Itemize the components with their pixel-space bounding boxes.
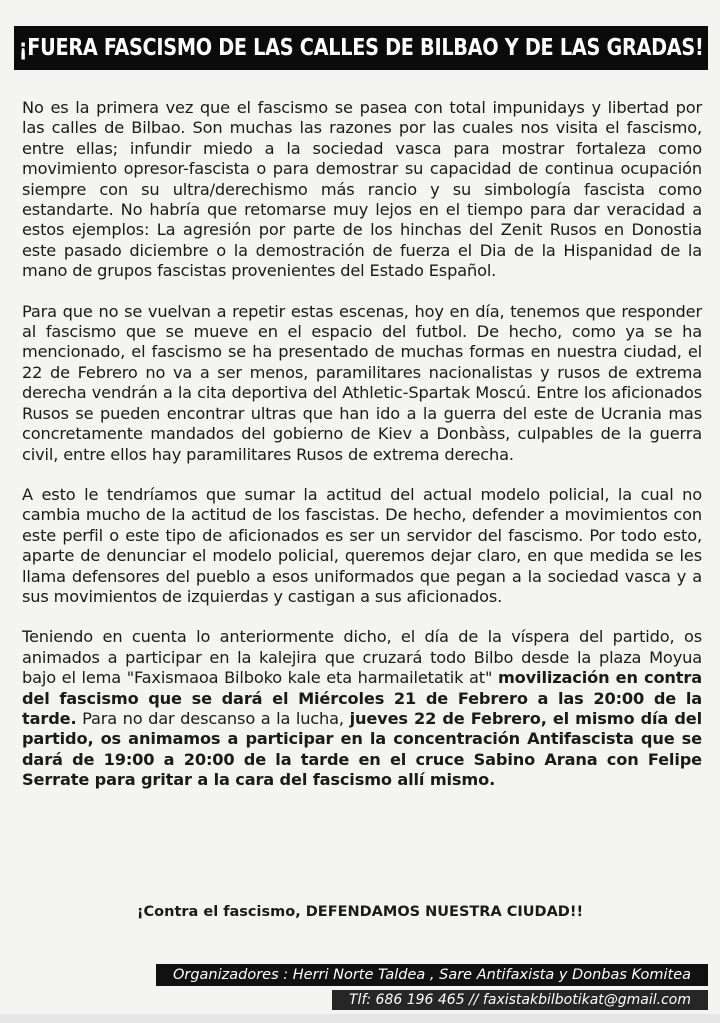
organizers-bar: Organizadores : Herri Norte Taldea , Sare Antifaxista y Donbas Komitea xyxy=(156,964,708,986)
footer-strip xyxy=(0,1014,720,1023)
paragraph-4-text-2: Para no dar descanso a la lucha, xyxy=(76,708,350,728)
page-title: ¡FUERA FASCISMO DE LAS CALLES DE BILBAO Y DE LAS GRADAS! xyxy=(18,35,704,61)
paragraph-4-bold-2: jueves 22 de Febrero, el mismo día del partido, os animamos a participar en la concentración Antifascista que se dará de 19:00 a 20:00 de la tarde en el cruce Sabino Arana con Felipe Serrate para gritar a la cara del fascismo allí mismo. xyxy=(22,708,702,790)
slogan: ¡Contra el fascismo, DEFENDAMOS NUESTRA CIUDAD!! xyxy=(136,904,584,920)
paragraph-4-bold-1: movilización en contra del fascismo que se dará el Miércoles 21 de Febrero a las 20:00 de la tarde. xyxy=(22,668,702,728)
paragraph-3: A esto le tendríamos que sumar la actitud del actual modelo policial, la cual no cambia mucho de la actitud de los fascistas. De hecho, defender a movimientos con este perfil o este tipo de aficionados es ser un servidor del fascismo. Por todo esto, aparte de denunciar el modelo policial, queremos dejar claro, en que medida se les llama defensores del pueblo a esos uniformados que pegan a la sociedad vasca y a sus movimientos de izquierdas y castigan a sus aficionados. xyxy=(22,484,702,606)
paragraph-1: No es la primera vez que el fascismo se pasea con total impunidays y libertad por las calles de Bilbao. Son muchas las razones por las cuales nos visita el fascismo, entre ellas; infundir miedo a la sociedad vasca para mostrar fortaleza como movimiento opresor-fascista o para demostrar su capacidad de continua ocupación siempre con su ultra/derechismo más rancio y su simbología fascista como estandarte. No habría que retomarse muy lejos en el tiempo para dar veracidad a estos ejemplos: La agresión por parte de los hinchas del Zenit Rusos en Donostia este pasado diciembre o la demostración de fuerza el Dia de la Hispanidad de la mano de grupos fascistas provenientes del Estado Español. xyxy=(22,98,702,281)
header-banner xyxy=(14,26,708,70)
paragraph-4 xyxy=(22,627,702,790)
article-body xyxy=(22,98,702,811)
paragraph-2: Para que no se vuelvan a repetir estas escenas, hoy en día, tenemos que responder al fascismo que se mueve en el espacio del futbol. De hecho, como ya se ha mencionado, el fascismo se ha presentado de muchas formas en nuestra ciudad, el 22 de Febrero no va a ser menos, paramilitares nacionalistas y rusos de extrema derecha vendrán a la cita deportiva del Athletic-Spartak Moscú. Entre los aficionados Rusos se pueden encontrar ultras que han ido a la guerra del este de Ucrania mas concretamente mandados del gobierno de Kiev a Donbàss, culpables de la guerra civil, entre ellos hay paramilitares Rusos de extrema derecha. xyxy=(22,301,702,464)
contact-bar: Tlf: 686 196 465 // faxistakbilbotikat@gmail.com xyxy=(332,990,708,1010)
paragraph-4-text-1: Teniendo en cuenta lo anteriormente dicho, el día de la víspera del partido, os animados a participar en la kalejira que cruzará todo Bilbo desde la plaza Moyua bajo el lema "Faxismaoa Bilboko kale eta harmailetatik at" xyxy=(22,627,702,688)
